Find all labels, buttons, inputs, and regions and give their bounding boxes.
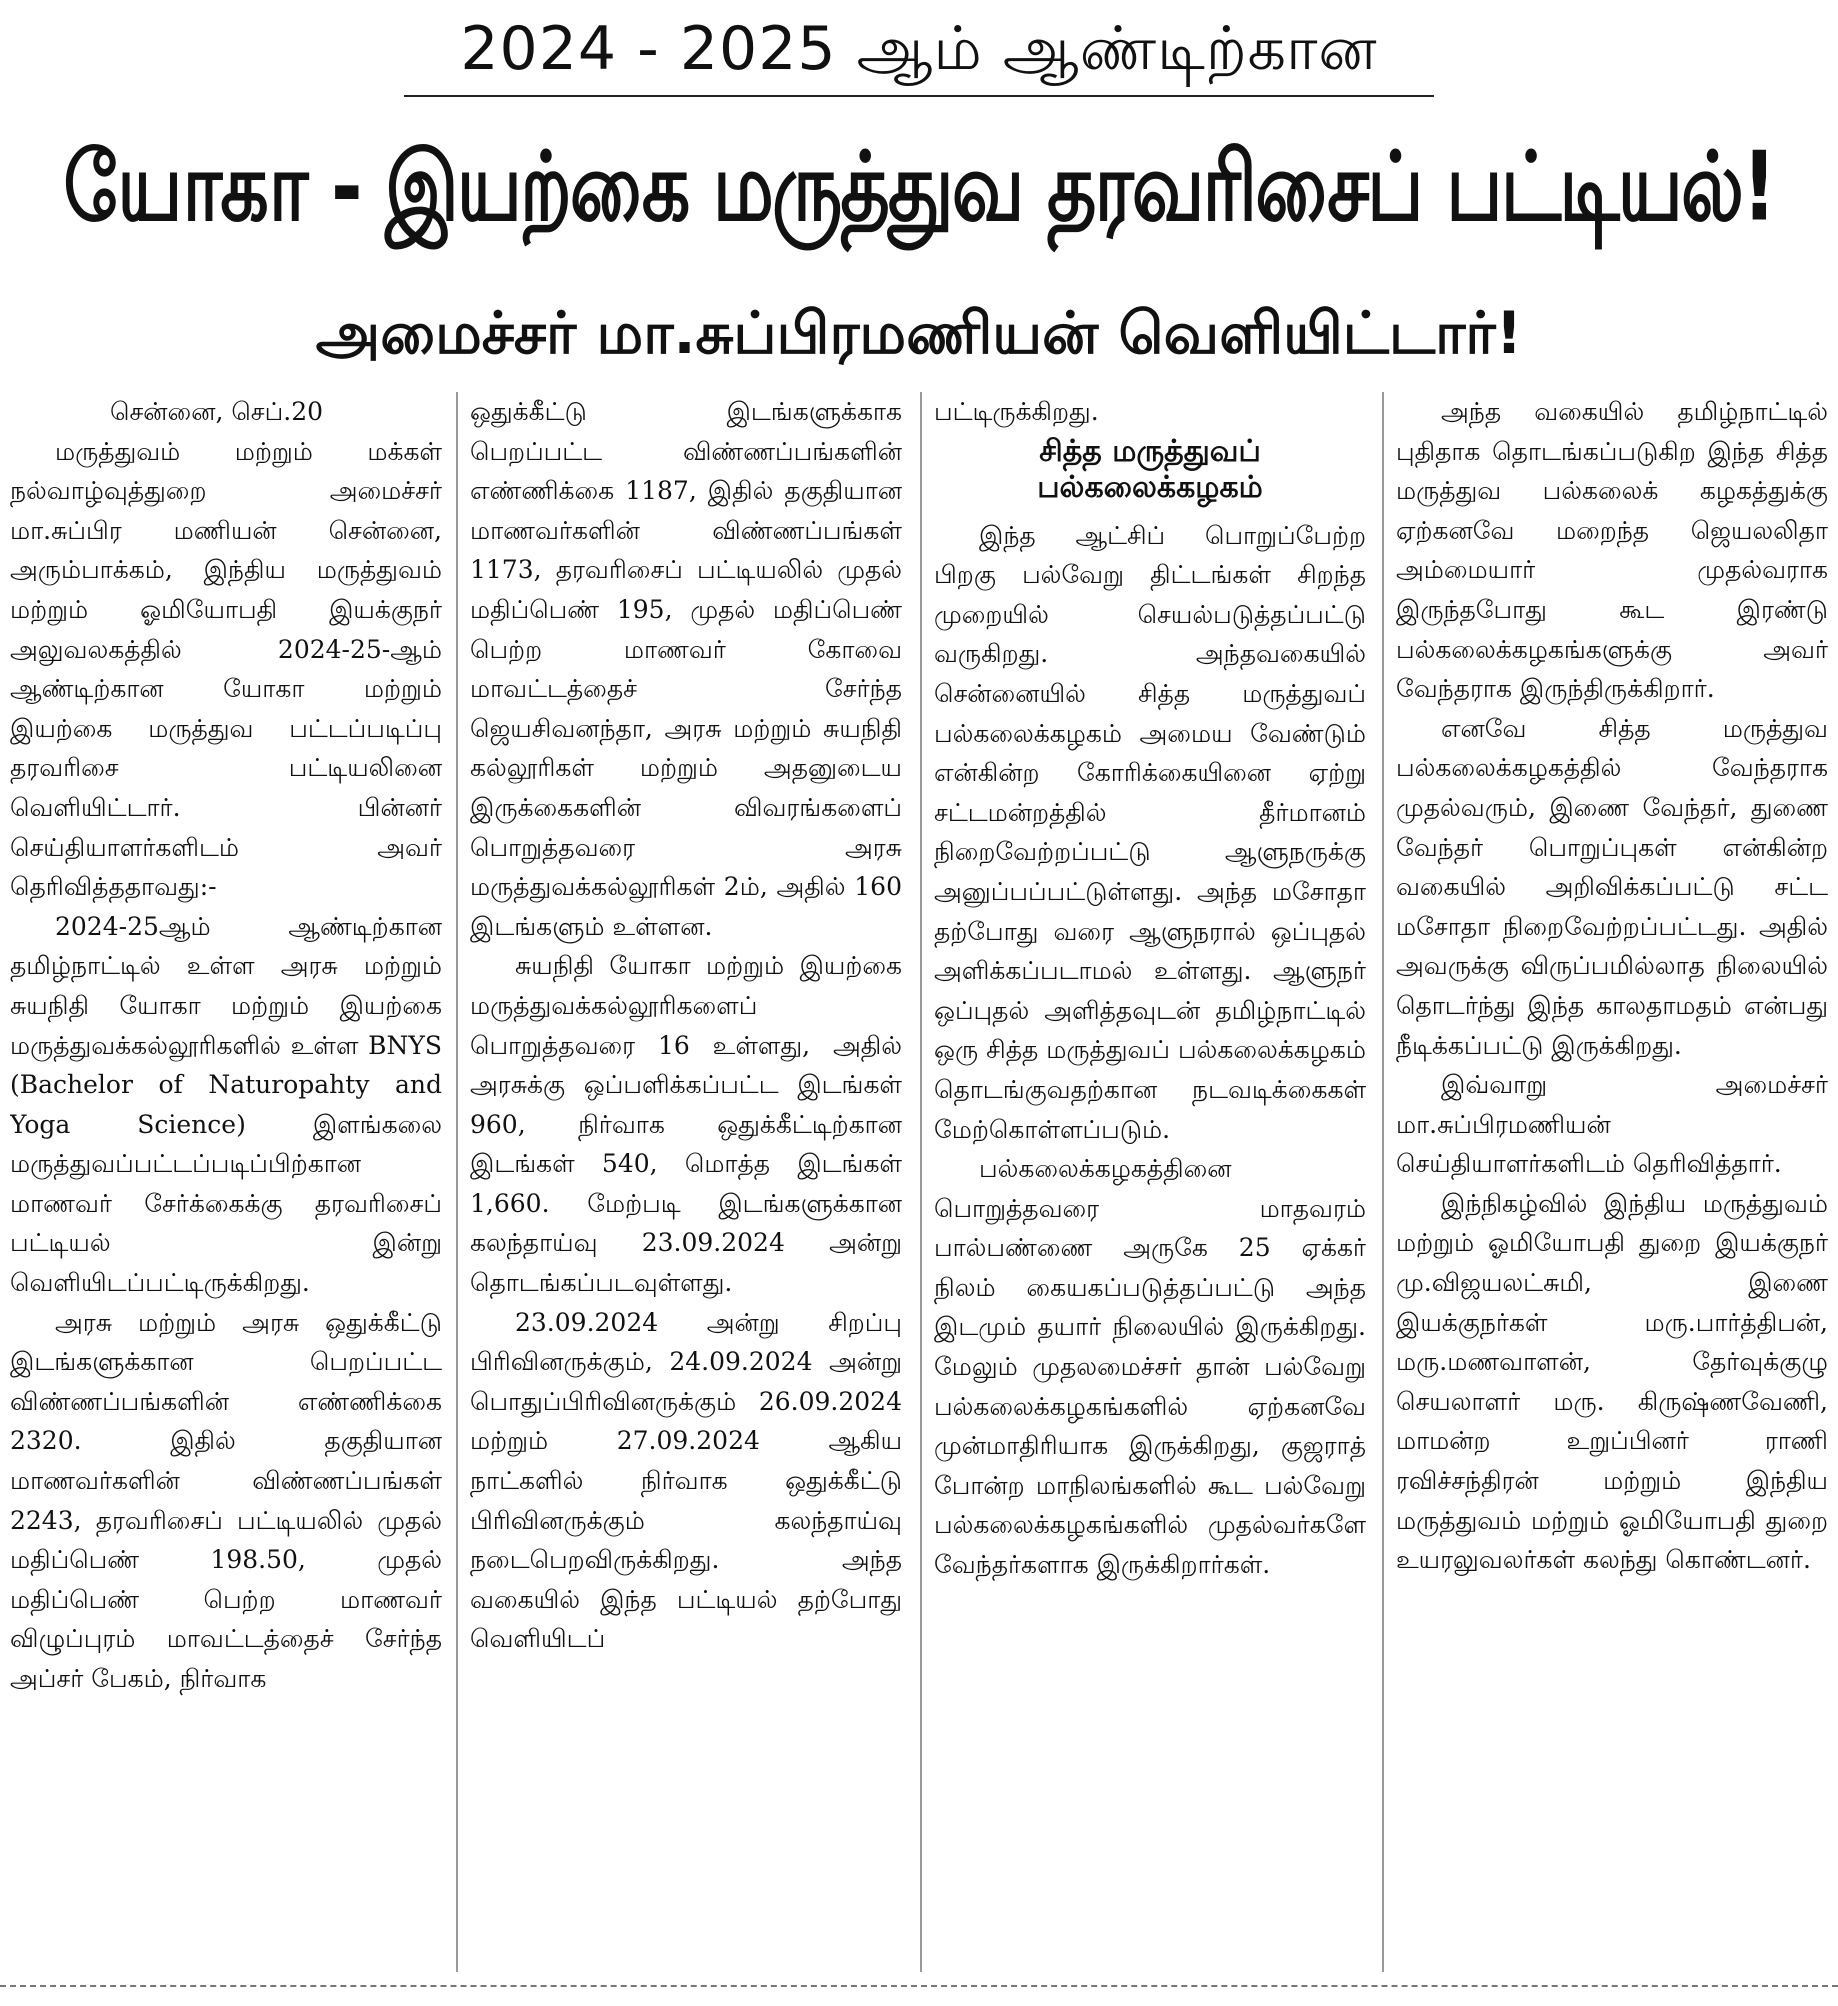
article-paragraph: இவ்வாறு அமைச்சர் மா.சுப்பிரமணியன் செய்தியாளர்களிடம் தெரிவித்தார்.	[1396, 1070, 1828, 1179]
dateline: சென்னை, செப்.20	[110, 397, 324, 426]
article-paragraph: பட்டிருக்கிறது.	[934, 397, 1099, 426]
column-divider	[456, 392, 458, 1972]
article-paragraph: சுயநிதி யோகா மற்றும் இயற்கை மருத்துவக்கல்லூரிகளைப் பொறுத்தவரை 16 உள்ளது, அதில் அரசுக்கு ஒப்பளிக்கப்பட்ட இடங்கள் 960, நிர்வாக ஒதுக்கீட்டிற்கான இடங்கள் 540, மொத்த இடங்கள் 1,660. மேற்படி இடங்களுக்கான கலந்தாய்வு 23.09.2024 அன்று தொடங்கப்படவுள்ளது.	[470, 951, 902, 1298]
subheadline: அமைச்சர் மா.சுப்பிரமணியன் வெளியிட்டார்!	[315, 299, 1523, 367]
section-subtitle-line: பல்கலைக்கழகம்	[1037, 469, 1263, 505]
article-paragraph: அரசு மற்றும் அரசு ஒதுக்கீட்டு இடங்களுக்கான பெறப்பட்ட விண்ணப்பங்களின் எண்ணிக்கை 2320. இதில் தகுதியான மாணவர்களின் விண்ணப்பங்கள் 2243, தரவரிசைப் பட்டியலில் முதல் மதிப்பெண் 198.50, முதல் மதிப்பெண் பெற்ற மாணவர் விழுப்புரம் மாவட்டத்தைச் சேர்ந்த அப்சர் பேகம், நிர்வாக	[10, 1307, 442, 1693]
article-column-4	[1396, 392, 1828, 1972]
article-column-1	[10, 392, 442, 1972]
article-column-3	[934, 392, 1366, 1972]
article-paragraph: மருத்துவம் மற்றும் மக்கள் நல்வாழ்வுத்துறை அமைச்சர் மா.சுப்பிர மணியன் சென்னை, அரும்பாக்கம், இந்திய மருத்துவம் மற்றும் ஓமியோபதி இயக்குநர் அலுவலகத்தில் 2024-25-ஆம் ஆண்டிற்கான யோகா மற்றும் இயற்கை மருத்துவ பட்டப்படிப்பு தரவரிசை பட்டியலினை வெளியிட்டார். பின்னர் செய்தியாளர்களிடம் அவர் தெரிவித்ததாவது:-	[10, 436, 442, 902]
article-paragraph: இந்த ஆட்சிப் பொறுப்பேற்ற பிறகு பல்வேறு திட்டங்கள் சிறந்த முறையில் செயல்படுத்தப்பட்டு வருகிறது. அந்தவகையில் சென்னையில் சித்த மருத்துவப் பல்கலைக்கழகம் அமைய வேண்டும் என்கின்ற கோரிக்கையினை ஏற்று சட்டமன்றத்தில் தீர்மானம் நிறைவேற்றப்பட்டு ஆளுநருக்கு அனுப்பப்பட்டுள்ளது. அந்த மசோதா தற்போது வரை ஆளுநரால் ஒப்புதல் அளிக்கப்படாமல் உள்ளது. ஆளுநர் ஒப்புதல் அளித்தவுடன் தமிழ்நாட்டில் ஒரு சித்த மருத்துவப் பல்கலைக்கழகம் தொடங்குவதற்கான நடவடிக்கைகள் மேற்கொள்ளப்படும்.	[934, 520, 1366, 1144]
column-divider	[1382, 392, 1384, 1972]
headline: யோகா - இயற்கை மருத்துவ தரவரிசைப் பட்டியல்!	[63, 130, 1775, 242]
article-paragraph: இந்நிகழ்வில் இந்திய மருத்துவம் மற்றும் ஓமியோபதி துறை இயக்குநர் மு.விஜயலட்சுமி, இணை இயக்குநர்கள் மரு.பார்த்திபன், மரு.மணவாளன், தேர்வுக்குழு செயலாளர் மரு. கிருஷ்ணவேணி, மாமன்ற உறுப்பினர் ராணி ரவிச்சந்திரன் மற்றும் இந்திய மருத்துவம் மற்றும் ஓமியோபதி துறை உயரலுவலர்கள் கலந்து கொண்டனர்.	[1396, 1188, 1828, 1575]
section-subtitle	[934, 434, 1366, 506]
article-paragraph: ஒதுக்கீட்டு இடங்களுக்காக பெறப்பட்ட விண்ணப்பங்களின் எண்ணிக்கை 1187, இதில் தகுதியான மாணவர்களின் விண்ணப்பங்கள் 1173, தரவரிசைப் பட்டியலில் முதல் மதிப்பெண் 195, முதல் மதிப்பெண் பெற்ற மாணவர் கோவை மாவட்டத்தைச் சேர்ந்த ஜெயசிவனந்தா, அரசு மற்றும் சுயநிதி கல்லூரிகள் மற்றும் அதனுடைய இருக்கைகளின் விவரங்களைப் பொறுத்தவரை அரசு மருத்துவக்கல்லூரிகள் 2ம், அதில் 160 இடங்களும் உள்ளன.	[470, 397, 902, 941]
column-divider	[920, 392, 922, 1972]
article-paragraph: அந்த வகையில் தமிழ்நாட்டில் புதிதாக தொடங்கப்படுகிற இந்த சித்த மருத்துவ பல்கலைக் கழகத்துக்கு ஏற்கனவே மறைந்த ஜெயலலிதா அம்மையார் முதல்வராக இருந்தபோது கூட இரண்டு பல்கலைக்கழகங்களுக்கு அவர் வேந்தராக இருந்திருக்கிறார்.	[1396, 397, 1828, 704]
bottom-cut-line	[0, 1985, 1838, 1987]
article-column-2	[470, 392, 902, 1972]
article-paragraph: பல்கலைக்கழகத்தினை பொறுத்தவரை மாதவரம் பால்பண்ணை அருகே 25 ஏக்கர் நிலம் கையகப்படுத்தப்பட்டு அந்த இடமும் தயார் நிலையில் இருக்கிறது. மேலும் முதலமைச்சர் தான் பல்வேறு பல்கலைக்கழகங்களில் ஏற்கனவே முன்மாதிரியாக இருக்கிறது, குஜராத் போன்ற மாநிலங்களில் கூட பல்வேறு பல்கலைக்கழகங்களில் முதல்வர்களே வேந்தர்களாக இருக்கிறார்கள்.	[934, 1154, 1366, 1580]
kicker-underline	[404, 95, 1434, 97]
section-subtitle-line: சித்த மருத்துவப்	[1039, 433, 1261, 469]
kicker-line: 2024 - 2025 ஆம் ஆண்டிற்கான	[460, 14, 1378, 84]
article-paragraph: 2024-25ஆம் ஆண்டிற்கான தமிழ்நாட்டில் உள்ள அரசு மற்றும் சுயநிதி யோகா மற்றும் இயற்கை மருத்துவக்கல்லூரிகளில் உள்ள BNYS (Bachelor of Naturopahty and Yoga Science) இளங்கலை மருத்துவப்பட்டப்படிப்பிற்கான மாணவர் சேர்க்கைக்கு தரவரிசைப் பட்டியல் இன்று வெளியிடப்பட்டிருக்கிறது.	[10, 911, 442, 1298]
article-paragraph: எனவே சித்த மருத்துவ பல்கலைக்கழகத்தில் வேந்தராக முதல்வரும், இணை வேந்தர், துணை வேந்தர் பொறுப்புகள் என்கின்ற வகையில் அறிவிக்கப்பட்டு சட்ட மசோதா நிறைவேற்றப்பட்டது. அதில் அவருக்கு விருப்பமில்லாத நிலையில் தொடர்ந்து இந்த காலதாமதம் என்பது நீடிக்கப்பட்டு இருக்கிறது.	[1396, 713, 1828, 1060]
article-paragraph: 23.09.2024 அன்று சிறப்பு பிரிவினருக்கும், 24.09.2024 அன்று பொதுப்பிரிவினருக்கும் 26.09.2024 மற்றும் 27.09.2024 ஆகிய நாட்களில் நிர்வாக ஒதுக்கீட்டு பிரிவினருக்கும் கலந்தாய்வு நடைபெறவிருக்கிறது. அந்த வகையில் இந்த பட்டியல் தற்போது வெளியிடப்	[470, 1307, 902, 1654]
